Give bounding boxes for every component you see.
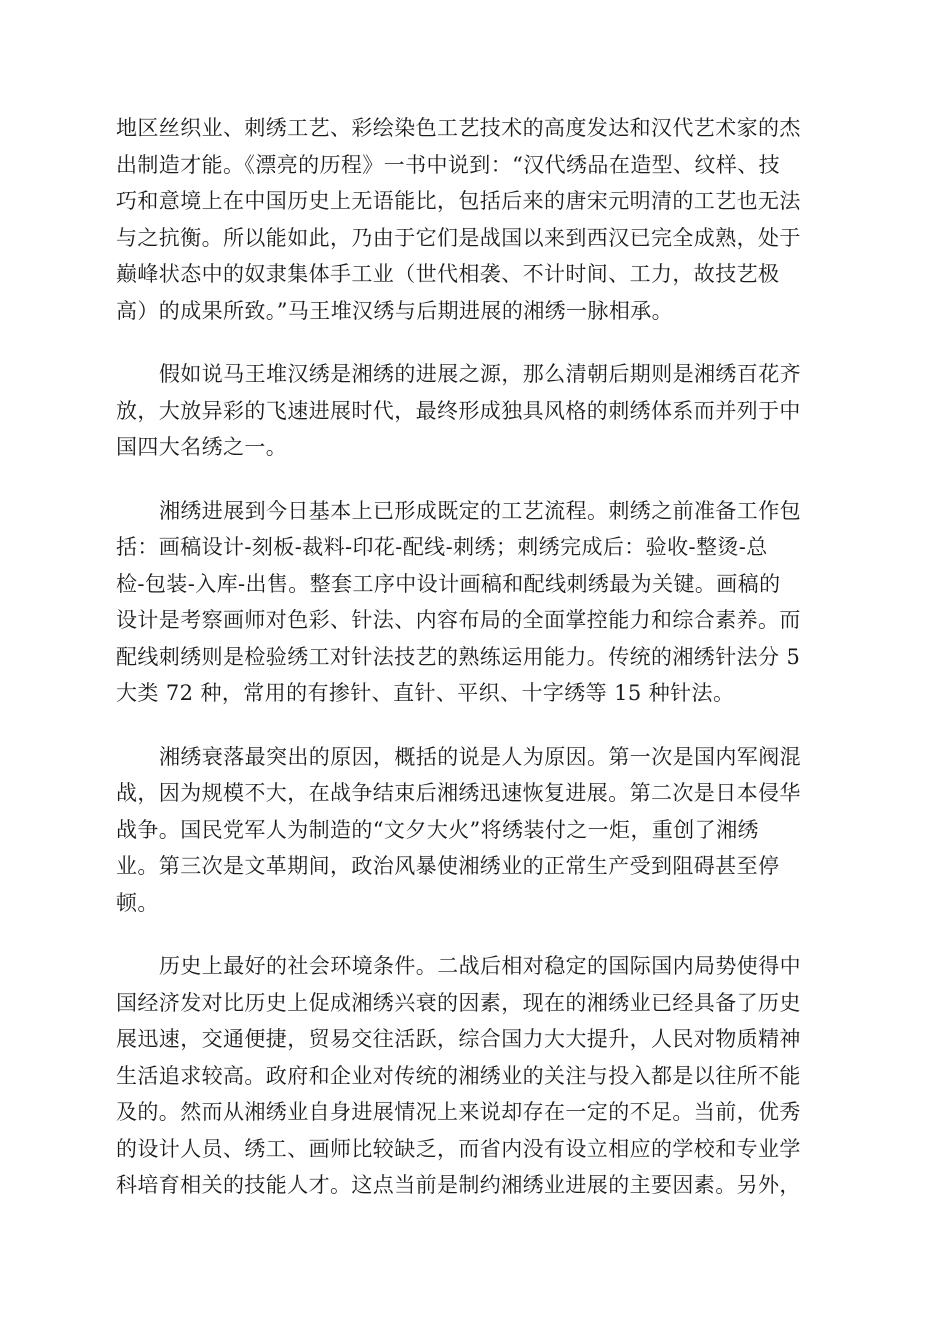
text-line: 放，大放异彩的飞速进展时代，最终形成独具风格的刺绣体系而并列于中 bbox=[116, 398, 801, 423]
text-line: 检-包装-入库-出售。整套工序中设计画稿和配线刺绣最为关键。画稿的 bbox=[116, 571, 781, 596]
text-line: 国经济发对比历史上促成湘绣兴衰的因素，现在的湘绣业已经具备了历史 bbox=[116, 990, 801, 1015]
text-line: 与之抗衡。所以能如此，乃由于它们是战国以来到西汉已完全成熟，处于 bbox=[116, 225, 801, 250]
text-line: 战争。国民党军人为制造的“文夕大火”将绣装付之一炬，重创了湘绣 bbox=[116, 817, 759, 842]
text-line: 湘绣进展到今日基本上已形成既定的工艺流程。刺绣之前准备工作包 bbox=[159, 498, 801, 523]
text-line: 括：画稿设计-刻板-裁料-印花-配线-刺绣；刺绣完成后：验收-整烫-总 bbox=[116, 535, 768, 559]
text-line: 高）的成果所致。”马王堆汉绣与后期进展的湘绣一脉相承。 bbox=[116, 298, 674, 323]
text-line: 假如说马王堆汉绣是湘绣的进展之源，那么清朝后期则是湘绣百花齐 bbox=[159, 362, 801, 386]
paragraph-5 bbox=[116, 948, 834, 1204]
text-line: 业。第三次是文革期间，政治风暴使湘绣业的正常生产受到阻碍甚至停 bbox=[116, 854, 780, 878]
text-line: 战，因为规模不大，在战争结束后湘绣迅速恢复进展。第二次是日本侵华 bbox=[116, 781, 801, 805]
paragraph-1 bbox=[116, 110, 834, 329]
text-line: 湘绣衰落最突出的原因，概括的说是人为原因。第一次是国内军阀混 bbox=[159, 744, 801, 769]
paragraph-4 bbox=[116, 739, 834, 922]
text-line: 巅峰状态中的奴隶集体手工业（世代相袭、不计时间、工力，故技艺极 bbox=[116, 262, 780, 286]
text-line: 大类 72 种，常用的有掺针、直针、平织、十字绣等 15 种针法。 bbox=[116, 681, 735, 705]
document-body bbox=[116, 110, 834, 1231]
text-line: 生活追求较高。政府和企业对传统的湘绣业的关注与投入都是以往所不能 bbox=[116, 1063, 801, 1088]
text-line: 巧和意境上在中国历史上无语能比，包括后来的唐宋元明清的工艺也无法 bbox=[116, 189, 801, 213]
text-line: 顿。 bbox=[116, 890, 159, 915]
text-line: 科培育相关的技能人才。这点当前是制约湘绣业进展的主要因素。另外， bbox=[116, 1173, 801, 1197]
text-line: 国四大名绣之一。 bbox=[116, 435, 288, 459]
text-line: 配线刺绣则是检验绣工对针法技艺的熟练运用能力。传统的湘绣针法分 5 bbox=[116, 644, 801, 669]
paragraph-2 bbox=[116, 356, 834, 466]
text-line: 出制造才能。《漂亮的历程》一书中说到：“汉代绣品在造型、纹样、技 bbox=[116, 152, 781, 177]
text-line: 展迅速，交通便捷，贸易交往活跃，综合国力大大提升，人民对物质精神 bbox=[116, 1027, 801, 1051]
text-line: 地区丝织业、刺绣工艺、彩绘染色工艺技术的高度发达和汉代艺术家的杰 bbox=[116, 116, 801, 140]
paragraph-3 bbox=[116, 493, 834, 712]
text-line: 设计是考察画师对色彩、针法、内容布局的全面掌控能力和综合素养。而 bbox=[116, 608, 801, 632]
text-line: 的设计人员、绣工、画师比较缺乏，而省内没有设立相应的学校和专业学 bbox=[116, 1136, 801, 1161]
text-line: 历史上最好的社会环境条件。二战后相对稳定的国际国内局势使得中 bbox=[159, 954, 801, 978]
text-line: 及的。然而从湘绣业自身进展情况上来说却存在一定的不足。当前，优秀 bbox=[116, 1100, 801, 1124]
